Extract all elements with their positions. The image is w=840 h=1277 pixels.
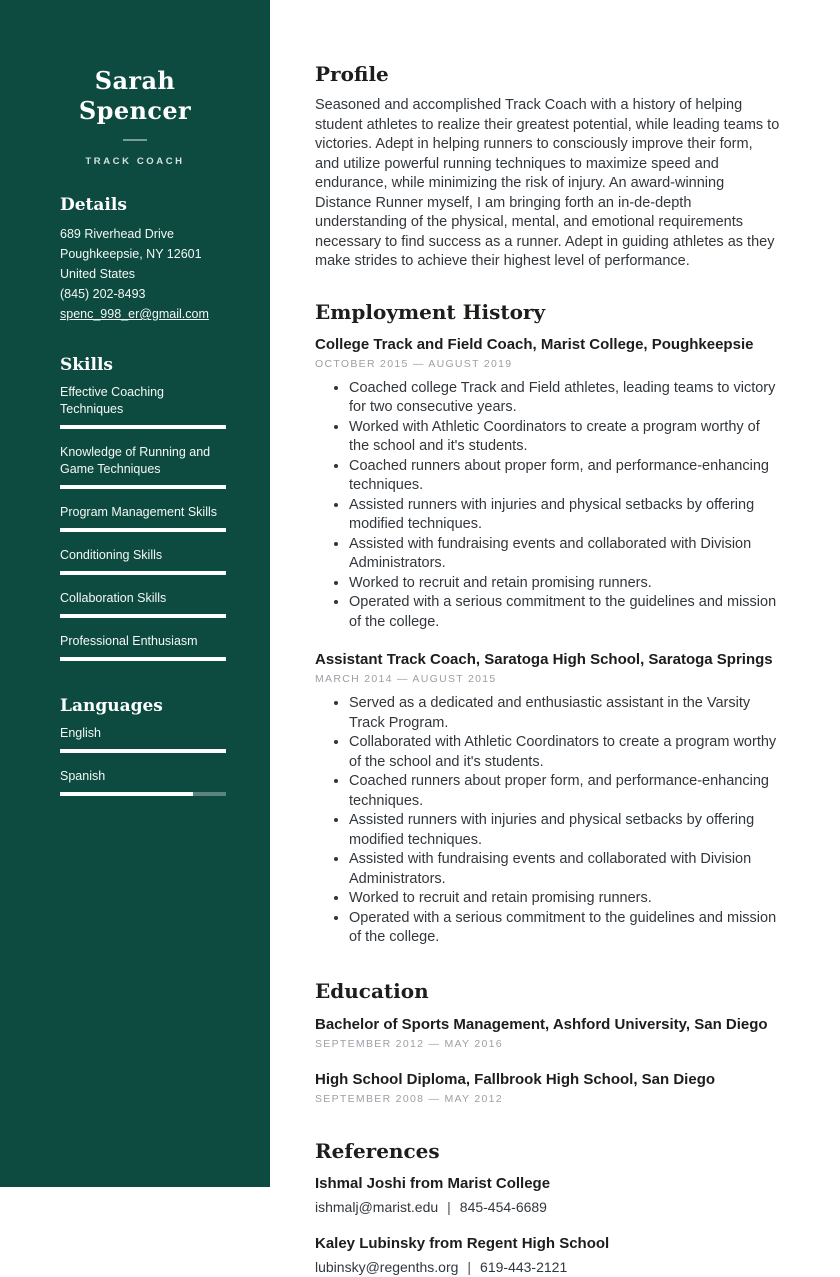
skill-item <box>60 633 226 661</box>
skill-item <box>60 547 226 575</box>
skill-label: Program Management Skills <box>60 505 218 519</box>
job-bullet: • Worked with Athletic Coordinators to create a program worthy of the school and it's students. <box>349 418 780 457</box>
job-bullet: • Coached runners about proper form, and performance-enhancing techniques. <box>349 772 780 811</box>
language-level-bar <box>60 749 226 753</box>
candidate-role: TRACK COACH <box>85 156 185 167</box>
education-heading: Education <box>315 978 429 1003</box>
sidebar <box>0 0 270 1187</box>
reference-phone: 619-443-2121 <box>480 1258 568 1275</box>
job-bullet-list <box>315 379 780 633</box>
reference-phone: 845-454-6689 <box>459 1198 547 1215</box>
job-title: College Track and Field Coach, Marist College, Poughkeepsie <box>315 335 754 353</box>
language-level-fill <box>60 792 193 796</box>
language-level-fill <box>60 749 226 753</box>
reference-email: lubinsky@regenths.org <box>315 1258 459 1275</box>
skills-heading: Skills <box>60 355 114 375</box>
skill-label: Professional Enthusiasm <box>60 634 198 648</box>
skill-level-fill <box>60 657 226 661</box>
name-divider <box>123 139 147 141</box>
education-title: Bachelor of Sports Management, Ashford University, San Diego <box>315 1015 768 1033</box>
address-country: United States <box>60 267 136 281</box>
education-entry <box>315 1070 780 1105</box>
contact-separator: | <box>447 1198 451 1215</box>
reference-name: Ishmal Joshi from Marist College <box>315 1174 551 1192</box>
skill-label: Collaboration Skills <box>60 591 167 605</box>
reference-entry <box>315 1234 780 1277</box>
candidate-name: Sarah Spencer <box>78 66 192 125</box>
job-dates: OCTOBER 2015 — AUGUST 2019 <box>315 357 513 370</box>
languages-section <box>60 695 226 796</box>
address-street: 689 Riverhead Drive <box>60 227 174 241</box>
job-bullet: • Assisted runners with injuries and physical setbacks by offering modified techniques. <box>349 496 780 535</box>
skill-level-fill <box>60 614 226 618</box>
education-entry <box>315 1015 780 1050</box>
education-title: High School Diploma, Fallbrook High School, San Diego <box>315 1070 716 1088</box>
job-entry <box>315 335 780 633</box>
skill-level-bar <box>60 485 226 489</box>
language-item <box>60 725 226 753</box>
job-bullet: • Coached runners about proper form, and performance-enhancing techniques. <box>349 457 780 496</box>
job-bullet: • Assisted with fundraising events and collaborated with Division Administrators. <box>349 535 780 574</box>
details-section <box>60 194 226 324</box>
resume-main <box>270 0 840 1275</box>
employment-heading: Employment History <box>315 299 546 324</box>
reference-email: ishmalj@marist.edu <box>315 1198 439 1215</box>
skill-item <box>60 444 226 489</box>
skill-level-fill <box>60 425 226 429</box>
language-item <box>60 768 226 796</box>
email-link[interactable]: spenc_998_er@gmail.com <box>60 307 209 321</box>
education-section <box>315 979 780 1105</box>
skill-level-bar <box>60 528 226 532</box>
references-heading: References <box>315 1138 440 1163</box>
skill-level-bar <box>60 571 226 575</box>
job-bullet: • Assisted with fundraising events and collaborated with Division Administrators. <box>349 850 780 889</box>
job-dates: MARCH 2014 — AUGUST 2015 <box>315 673 497 685</box>
language-level-bar <box>60 792 226 796</box>
employment-section <box>315 300 780 948</box>
profile-section <box>315 62 780 272</box>
phone-number: (845) 202-8493 <box>60 287 146 301</box>
skill-level-bar <box>60 657 226 661</box>
languages-heading: Languages <box>60 696 163 716</box>
education-dates: SEPTEMBER 2012 — MAY 2016 <box>315 1037 503 1050</box>
references-section <box>315 1139 780 1277</box>
skill-item <box>60 504 226 532</box>
language-label: English <box>60 726 101 740</box>
skill-label: Effective Coaching Techniques <box>60 385 164 416</box>
job-bullet: • Served as a dedicated and enthusiastic assistant in the Varsity Track Program. <box>349 694 780 733</box>
profile-heading: Profile <box>315 62 389 86</box>
reference-contact <box>315 1198 780 1217</box>
address-city: Poughkeepsie, NY 12601 <box>60 247 202 261</box>
skill-item <box>60 590 226 618</box>
skill-level-fill <box>60 571 226 575</box>
skill-label: Knowledge of Running and Game Techniques <box>60 445 211 476</box>
job-bullet: • Worked to recruit and retain promising runners. <box>349 574 780 594</box>
language-label: Spanish <box>60 769 106 783</box>
reference-contact <box>315 1258 780 1277</box>
job-bullet: • Operated with a serious commitment to the guidelines and mission of the college. <box>349 593 780 632</box>
contact-separator: | <box>467 1258 472 1275</box>
job-bullet: • Assisted runners with injuries and physical setbacks by offering modified techniques. <box>349 811 780 850</box>
job-bullet: • Operated with a serious commitment to the guidelines and mission of the college. <box>349 909 780 948</box>
details-heading: Details <box>60 195 127 215</box>
skill-label: Conditioning Skills <box>60 548 163 562</box>
profile-text: Seasoned and accomplished Track Coach with a history of helping student athletes to realize their greatest potential, while leading teams to victories. Adept in helping runners to consciously improve their form, and utilize powerful running techniques to maximize speed and endurance, while minimizing the risk of injury. An award-winning Distance Runner myself, I am bringing forth an in-de-depth understanding of the physical, mental, and emotional requirements necessary to find success as a runner. Adept in guiding athletes as they make strides to achieve their highest level of performance. <box>315 97 780 269</box>
sidebar-header <box>44 66 226 167</box>
reference-name: Kaley Lubinsky from Regent High School <box>315 1234 610 1252</box>
job-bullet-list <box>315 694 780 948</box>
education-dates: SEPTEMBER 2008 — MAY 2012 <box>315 1092 503 1105</box>
skill-level-fill <box>60 528 226 532</box>
skill-level-bar <box>60 425 226 429</box>
skill-level-bar <box>60 614 226 618</box>
job-bullet: • Collaborated with Athletic Coordinators to create a program worthy of the school and it's students. <box>349 733 780 772</box>
skill-level-fill <box>60 485 226 489</box>
skill-item <box>60 384 226 429</box>
skills-section <box>60 354 226 661</box>
reference-entry <box>315 1174 780 1217</box>
job-entry <box>315 650 780 948</box>
job-bullet: • Coached college Track and Field athletes, leading teams to victory for two consecutive years. <box>349 379 780 418</box>
job-bullet: • Worked to recruit and retain promising runners. <box>349 889 780 909</box>
job-title: Assistant Track Coach, Saratoga High School, Saratoga Springs <box>315 651 773 668</box>
